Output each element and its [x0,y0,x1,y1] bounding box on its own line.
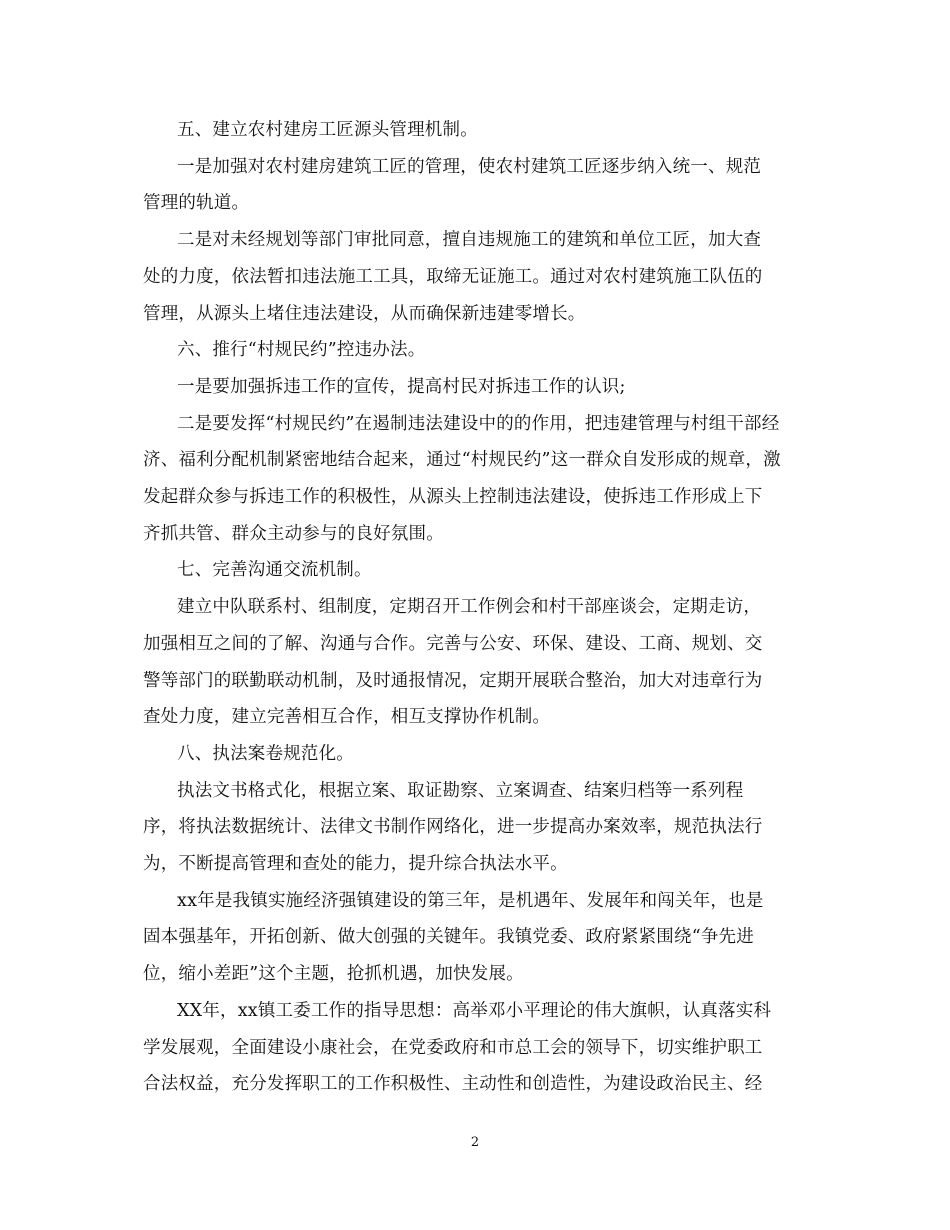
paragraph-line: 六、推行“村规民约”控违办法。 [177,340,426,361]
paragraph [143,736,807,773]
paragraph-line: 七、完善沟通交流机制。 [177,560,372,581]
paragraph [143,589,807,736]
paragraph-line: 八、执法案卷规范化。 [177,743,354,764]
paragraph-line: 学发展观，全面建设小康社会，在党委政府和市总工会的领导下，切实维护职工 [143,1037,763,1058]
paragraph [143,112,807,149]
paragraph-line: 序，将执法数据统计、法律文书制作网络化，进一步提高办案效率，规范执法行 [143,817,763,838]
paragraph-line: xx年是我镇实施经济强镇建设的第三年，是机遇年、发展年和闯关年，也是 [177,890,764,911]
paragraph-line: 管理，从源头上堵住违法建设，从而确保新违建零增长。 [143,303,586,324]
paragraph [143,222,807,332]
paragraph-line: 二是对未经规划等部门审批同意，擅自违规施工的建筑和单位工匠，加大查 [177,230,762,251]
paragraph [143,993,807,1103]
paragraph-line: 查处力度，建立完善相互合作，相互支撑协作机制。 [143,707,551,728]
paragraph-line: XX年，xx镇工委工作的指导思想：高举邓小平理论的伟大旗帜，认真落实科 [177,1000,772,1021]
paragraph [143,773,807,883]
page-number: 2 [470,1135,480,1150]
paragraph-line: 管理的轨道。 [143,193,250,214]
paragraph-line: 固本强基年，开拓创新、做大创强的关键年。我镇党委、政府紧紧围绕“争先进 [143,927,754,948]
paragraph-line: 一是要加强拆违工作的宣传，提高村民对拆违工作的认识; [177,376,626,397]
document-body [143,112,807,1103]
paragraph-line: 一是加强对农村建房建筑工匠的管理，使农村建筑工匠逐步纳入统一、规范 [177,156,762,177]
paragraph [143,406,807,553]
paragraph-line: 为，不断提高管理和查处的能力，提升综合执法水平。 [143,854,568,875]
paragraph [143,883,807,993]
paragraph-line: 警等部门的联勤联动机制，及时通报情况，定期开展联合整治，加大对违章行为 [143,670,763,691]
paragraph [143,332,807,369]
paragraph [143,149,807,222]
paragraph-line: 济、福利分配机制紧密地结合起来，通过“村规民约”这一群众自发形成的规章，激 [143,450,781,471]
paragraph-line: 处的力度，依法暂扣违法施工工具，取缔无证施工。通过对农村建筑施工队伍的 [143,266,763,287]
paragraph-line: 位，缩小差距”这个主题，抢抓机遇，加快发展。 [143,964,524,985]
paragraph-line: 执法文书格式化，根据立案、取证勘察、立案调查、结案归档等一系列程 [177,780,744,801]
paragraph-line: 二是要发挥“村规民约”在遏制违法建设中的的作用，把违建管理与村组干部经 [177,413,780,434]
paragraph-line: 建立中队联系村、组制度，定期召开工作例会和村干部座谈会，定期走访， [177,597,762,618]
paragraph-line: 五、建立农村建房工匠源头管理机制。 [177,120,478,140]
paragraph-line: 齐抓共管、群众主动参与的良好氛围。 [143,523,444,544]
paragraph [143,552,807,589]
paragraph-line: 加强相互之间的了解、沟通与合作。完善与公安、环保、建设、工商、规划、交 [143,633,763,654]
paragraph-line: 发起群众参与拆违工作的积极性，从源头上控制违法建设，使拆违工作形成上下 [143,487,763,508]
paragraph-line: 合法权益，充分发挥职工的工作积极性、主动性和创造性，为建设政治民主、经 [143,1074,763,1095]
paragraph [143,369,807,406]
